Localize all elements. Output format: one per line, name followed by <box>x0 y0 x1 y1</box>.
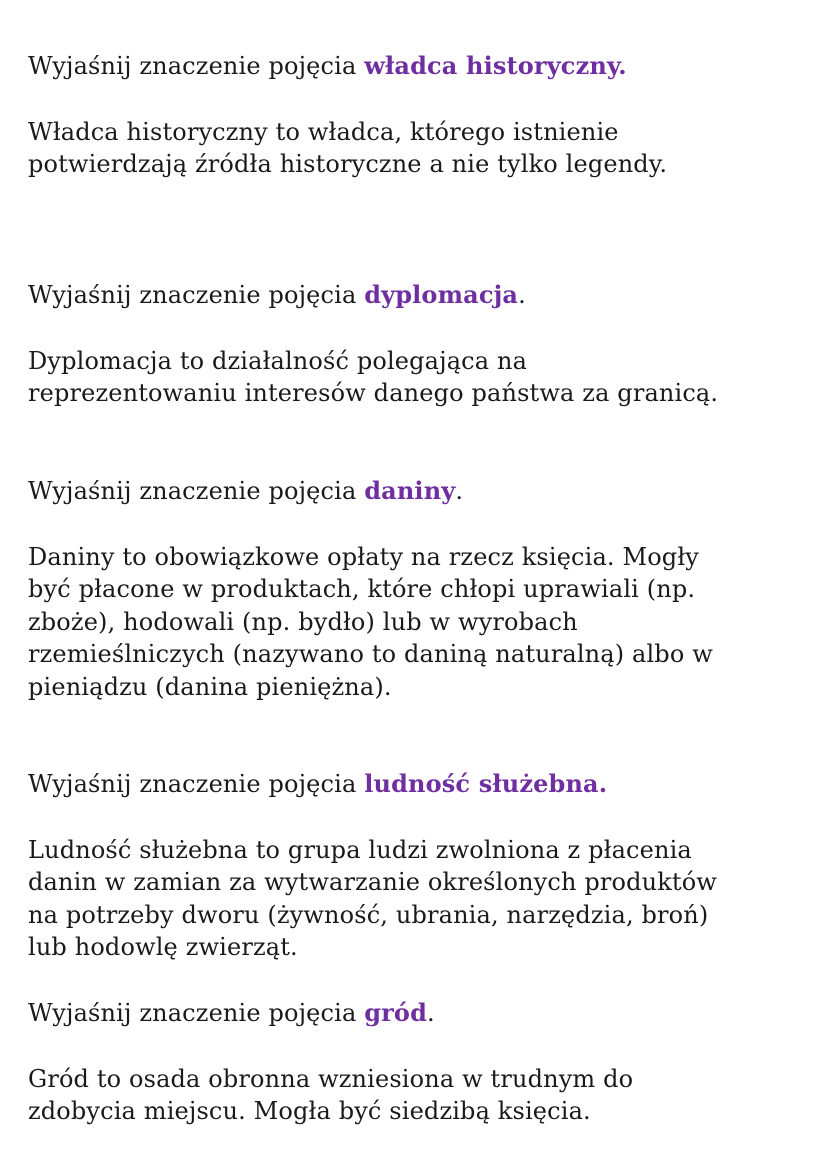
definition-block-ludnosc-sluzebna <box>28 768 808 964</box>
answer: Daniny to obowiązkowe opłaty na rzecz księcia. Mogły być płacone w produktach, które chłopi uprawiali (np. zboże), hodowali (np. bydło) lub w wyrobach rzemieślniczych (nazywano to daniną naturalną) albo w pieniądzu (danina pieniężna). <box>28 542 713 701</box>
definition-block-grod <box>28 997 808 1128</box>
question <box>28 279 808 312</box>
question <box>28 997 808 1030</box>
answer: Dyplomacja to działalność polegająca na reprezentowaniu interesów danego państwa za granicą. <box>28 346 719 407</box>
question <box>28 768 808 801</box>
question-prefix: Wyjaśnij znaczenie pojęcia <box>28 52 365 80</box>
question <box>28 50 808 83</box>
question-prefix: Wyjaśnij znaczenie pojęcia <box>28 999 365 1027</box>
answer: Władca historyczny to władca, którego istnienie potwierdzają źródła historyczne a nie tylko legendy. <box>28 117 668 178</box>
question <box>28 475 808 508</box>
highlighted-term: władca historyczny. <box>364 51 627 80</box>
highlighted-term: dyplomacja <box>364 280 519 309</box>
definition-block-dyplomacja <box>28 279 808 410</box>
answer: Ludność służebna to grupa ludzi zwolniona z płacenia danin w zamian za wytwarzanie określonych produktów na potrzeby dworu (żywność, ubrania, narzędzia, broń) lub hodowlę zwierząt. <box>28 835 718 961</box>
highlighted-term: ludność służebna. <box>364 769 608 798</box>
question-prefix: Wyjaśnij znaczenie pojęcia <box>28 770 365 798</box>
definition-block-wladca-historyczny <box>28 50 808 181</box>
question-prefix: Wyjaśnij znaczenie pojęcia <box>28 281 365 309</box>
question-suffix: . <box>427 999 435 1027</box>
definition-block-daniny <box>28 475 808 703</box>
question-prefix: Wyjaśnij znaczenie pojęcia <box>28 477 365 505</box>
question-suffix: . <box>455 477 464 505</box>
highlighted-term: daniny <box>364 476 456 505</box>
highlighted-term: gród <box>364 998 428 1027</box>
question-suffix: . <box>518 281 526 309</box>
answer: Gród to osada obronna wzniesiona w trudnym do zdobycia miejscu. Mogła być siedzibą księcia. <box>28 1064 634 1125</box>
